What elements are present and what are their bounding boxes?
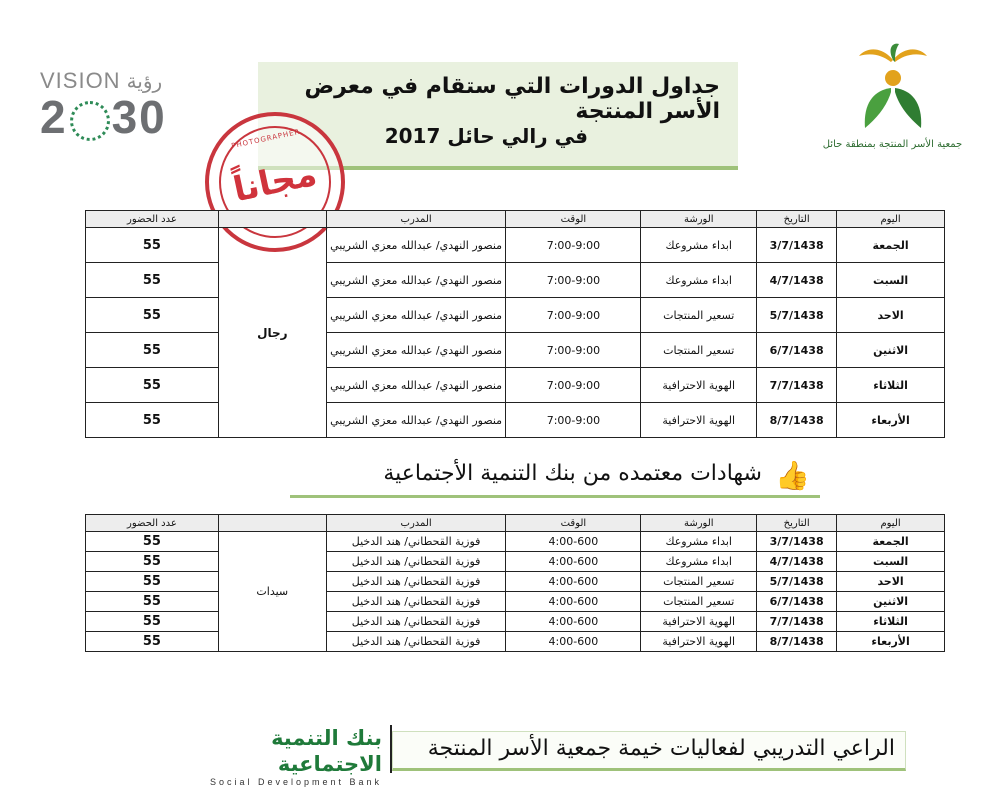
- cell-workshop: الهوية الاحترافية: [641, 368, 757, 403]
- cell-trainer: فوزية القحطاني/ هند الدخيل: [326, 572, 506, 592]
- cell-trainer: منصور النهدي/ عبدالله معزي الشريبي: [326, 403, 506, 438]
- cell-trainer: منصور النهدي/ عبدالله معزي الشريبي: [326, 368, 506, 403]
- cell-trainer: منصور النهدي/ عبدالله معزي الشريبي: [326, 228, 506, 263]
- logo-caption: جمعية الأسر المنتجة بمنطقة حائل: [822, 139, 963, 150]
- cell-date: 3/7/1438: [757, 532, 837, 552]
- cell-workshop: ابداء مشروعك: [641, 263, 757, 298]
- cell-trainer: فوزية القحطاني/ هند الدخيل: [326, 532, 506, 552]
- col-header-trainer: المدرب: [326, 515, 506, 532]
- palm-emblem-icon: [70, 101, 110, 141]
- cell-date: 6/7/1438: [757, 592, 837, 612]
- vision-word: VISION: [40, 68, 121, 93]
- cell-day: السبت: [837, 263, 945, 298]
- page-subtitle: في رالي حائل 2017: [384, 124, 588, 148]
- cell-day: الأربعاء: [837, 403, 945, 438]
- cell-trainer: فوزية القحطاني/ هند الدخيل: [326, 592, 506, 612]
- col-header-trainer: المدرب: [326, 211, 506, 228]
- table-row: [86, 532, 945, 552]
- cell-trainer: فوزية القحطاني/ هند الدخيل: [326, 632, 506, 652]
- cell-date: 8/7/1438: [757, 632, 837, 652]
- vision-year-right: 30: [111, 91, 167, 143]
- table-row: [86, 612, 945, 632]
- cell-time: 7:00-9:00: [506, 263, 641, 298]
- cell-workshop: الهوية الاحترافية: [641, 632, 757, 652]
- cell-trainer: منصور النهدي/ عبدالله معزي الشريبي: [326, 263, 506, 298]
- cell-group: رجال: [218, 228, 326, 438]
- cell-workshop: تسعير المنتجات: [641, 333, 757, 368]
- table-row: [86, 333, 945, 368]
- cell-attendance: 55: [86, 228, 219, 263]
- cell-time: 7:00-9:00: [506, 368, 641, 403]
- cell-attendance: 55: [86, 532, 219, 552]
- table-row: [86, 263, 945, 298]
- cell-day: الثلاثاء: [837, 612, 945, 632]
- cell-workshop: تسعير المنتجات: [641, 592, 757, 612]
- cell-day: الاثنين: [837, 333, 945, 368]
- cell-date: 4/7/1438: [757, 552, 837, 572]
- col-header-workshop: الورشة: [641, 515, 757, 532]
- cell-date: 5/7/1438: [757, 572, 837, 592]
- thumbs-up-icon: 👍: [775, 459, 810, 492]
- cell-attendance: 55: [86, 612, 219, 632]
- cell-attendance: 55: [86, 298, 219, 333]
- col-header-group: [218, 515, 326, 532]
- table-header-row: [86, 211, 945, 228]
- cell-attendance: 55: [86, 632, 219, 652]
- cell-workshop: ابداء مشروعك: [641, 228, 757, 263]
- vision-year-left: 2: [40, 91, 68, 143]
- table-row: [86, 298, 945, 333]
- cell-workshop: الهوية الاحترافية: [641, 612, 757, 632]
- cell-time: 7:00-9:00: [506, 228, 641, 263]
- table-row: [86, 228, 945, 263]
- cell-day: الاحد: [837, 298, 945, 333]
- association-logo: [800, 40, 985, 170]
- cell-workshop: ابداء مشروعك: [641, 552, 757, 572]
- cell-attendance: 55: [86, 368, 219, 403]
- cell-time: 4:00-600: [506, 632, 641, 652]
- sponsor-banner: [392, 731, 906, 771]
- stamp-small-text: PHOTOGRAPHER: [230, 127, 302, 151]
- cell-attendance: 55: [86, 263, 219, 298]
- cell-trainer: فوزية القحطاني/ هند الدخيل: [326, 552, 506, 572]
- table-row: [86, 592, 945, 612]
- col-header-day: اليوم: [837, 515, 945, 532]
- cell-group: سيدات: [218, 532, 326, 652]
- table-header-row: [86, 515, 945, 532]
- cell-date: 5/7/1438: [757, 298, 837, 333]
- table-row: [86, 552, 945, 572]
- cell-date: 6/7/1438: [757, 333, 837, 368]
- cell-day: الاثنين: [837, 592, 945, 612]
- palm-family-logo-icon: [853, 40, 933, 135]
- col-header-attendance: عدد الحضور: [86, 211, 219, 228]
- cell-day: الاحد: [837, 572, 945, 592]
- cell-date: 8/7/1438: [757, 403, 837, 438]
- cell-date: 3/7/1438: [757, 228, 837, 263]
- cell-day: السبت: [837, 552, 945, 572]
- women-schedule-table: [85, 514, 945, 652]
- table-row: [86, 572, 945, 592]
- men-schedule-table: [85, 210, 945, 438]
- cell-attendance: 55: [86, 333, 219, 368]
- col-header-attendance: عدد الحضور: [86, 515, 219, 532]
- cell-workshop: تسعير المنتجات: [641, 572, 757, 592]
- table-row: [86, 632, 945, 652]
- certificates-note: [290, 457, 820, 498]
- cell-time: 4:00-600: [506, 612, 641, 632]
- cell-trainer: منصور النهدي/ عبدالله معزي الشريبي: [326, 298, 506, 333]
- col-header-group: [218, 211, 326, 228]
- cell-time: 7:00-9:00: [506, 298, 641, 333]
- cell-attendance: 55: [86, 552, 219, 572]
- col-header-workshop: الورشة: [641, 211, 757, 228]
- cell-attendance: 55: [86, 572, 219, 592]
- cell-trainer: منصور النهدي/ عبدالله معزي الشريبي: [326, 333, 506, 368]
- table-row: [86, 403, 945, 438]
- cell-time: 4:00-600: [506, 532, 641, 552]
- col-header-time: الوقت: [506, 211, 641, 228]
- vision-arabic: رؤية: [126, 69, 163, 93]
- cell-workshop: الهوية الاحترافية: [641, 403, 757, 438]
- bank-name-english: Social Development Bank: [209, 777, 382, 787]
- col-header-time: الوقت: [506, 515, 641, 532]
- cell-day: الجمعة: [837, 228, 945, 263]
- sponsor-text: الراعي التدريبي لفعاليات خيمة جمعية الأسر المنتجة: [427, 736, 895, 761]
- stamp-text: مجاناً: [229, 153, 321, 211]
- cell-time: 4:00-600: [506, 552, 641, 572]
- cell-attendance: 55: [86, 592, 219, 612]
- cell-day: الجمعة: [837, 532, 945, 552]
- col-header-date: التاريخ: [757, 211, 837, 228]
- cell-date: 7/7/1438: [757, 368, 837, 403]
- cell-time: 7:00-9:00: [506, 403, 641, 438]
- cell-time: 4:00-600: [506, 592, 641, 612]
- vision-2030-logo: [40, 68, 220, 148]
- cell-time: 7:00-9:00: [506, 333, 641, 368]
- bank-name-arabic: بنك التنمية الاجتماعية: [271, 726, 382, 776]
- cell-time: 4:00-600: [506, 572, 641, 592]
- table-row: [86, 368, 945, 403]
- col-header-date: التاريخ: [757, 515, 837, 532]
- page-title: جداول الدورات التي ستقام في معرض الأسر المنتجة: [304, 74, 720, 124]
- cell-attendance: 55: [86, 403, 219, 438]
- certificates-text: شهادات معتمده من بنك التنمية الأجتماعية: [383, 461, 762, 486]
- cell-date: 4/7/1438: [757, 263, 837, 298]
- cell-day: الثلاثاء: [837, 368, 945, 403]
- col-header-day: اليوم: [837, 211, 945, 228]
- cell-day: الأربعاء: [837, 632, 945, 652]
- cell-date: 7/7/1438: [757, 612, 837, 632]
- cell-workshop: تسعير المنتجات: [641, 298, 757, 333]
- bank-logo: [170, 725, 392, 787]
- cell-workshop: ابداء مشروعك: [641, 532, 757, 552]
- cell-trainer: فوزية القحطاني/ هند الدخيل: [326, 612, 506, 632]
